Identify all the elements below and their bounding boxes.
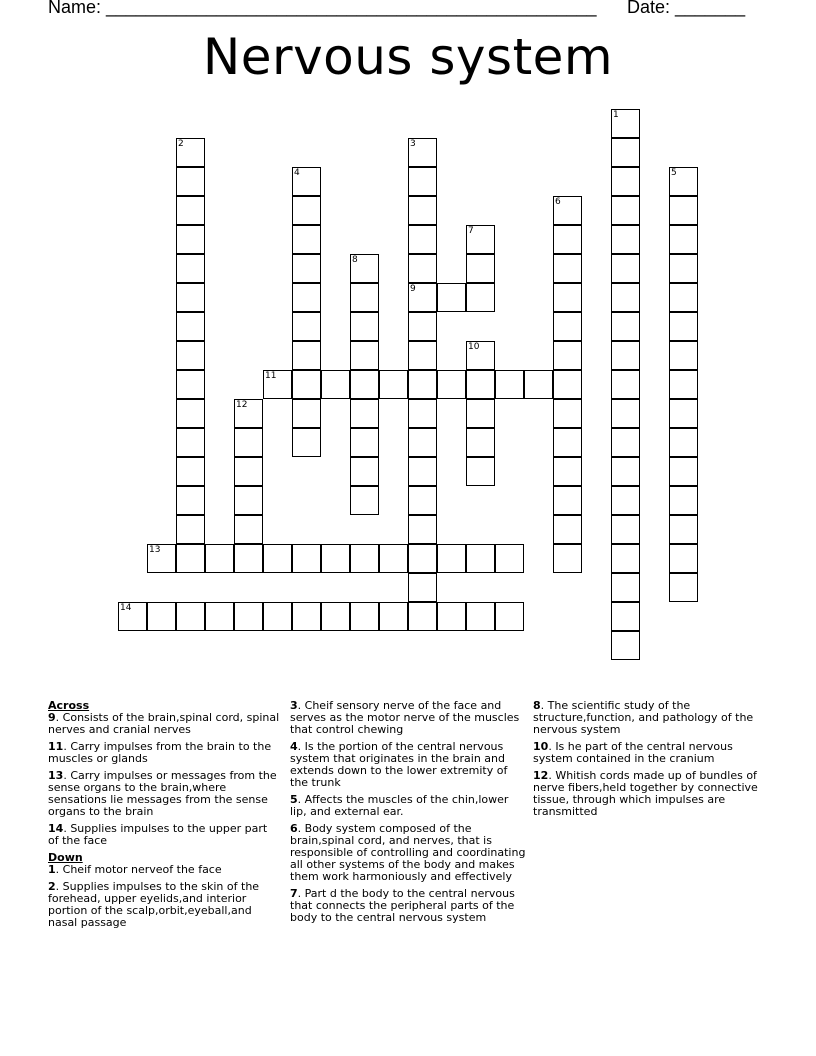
clue-text: Body system composed of the brain,spinal cord, and nerves, that is responsible of controlling and coordinating all other systems of the body and makes them work harmoniously and effectively	[290, 822, 526, 883]
clue-number-label: 11	[265, 371, 277, 381]
clue-text: Cheif motor nerveof the face	[62, 863, 222, 876]
grid-cell[interactable]	[234, 486, 263, 515]
grid-cell[interactable]	[669, 544, 698, 573]
grid-cell[interactable]	[176, 196, 205, 225]
grid-cell[interactable]	[669, 283, 698, 312]
grid-cell[interactable]	[466, 428, 495, 457]
grid-cell[interactable]	[611, 515, 640, 544]
clue-number: 11	[48, 740, 64, 753]
clue-down-10: 10. Is he part of the central nervous system contained in the cranium	[533, 740, 733, 765]
grid-cell[interactable]	[379, 370, 408, 399]
clue-down-5: 5. Affects the muscles of the chin,lower lip, and external ear.	[290, 793, 509, 818]
grid-cell[interactable]	[553, 515, 582, 544]
grid-cell[interactable]	[611, 254, 640, 283]
clue-down-2: 2. Supplies impulses to the skin of the forehead, upper eyelids,and interior portion of the scalp,orbit,eyeball,and nasal passage	[48, 880, 260, 929]
grid-cell[interactable]	[437, 283, 466, 312]
grid-cell[interactable]	[495, 544, 524, 573]
clue-text: Supplies impulses to the upper part of the face	[48, 822, 268, 847]
grid-cell[interactable]	[234, 515, 263, 544]
clue-across-11: 11. Carry impulses from the brain to the muscles or glands	[48, 740, 272, 765]
grid-cell[interactable]	[292, 544, 321, 573]
grid-cell[interactable]	[669, 312, 698, 341]
grid-cell[interactable]	[611, 486, 640, 515]
grid-cell[interactable]	[437, 544, 466, 573]
grid-cell[interactable]	[495, 370, 524, 399]
grid-cell[interactable]	[350, 544, 379, 573]
name-field-label: Name: _________________________________________________	[48, 0, 597, 17]
grid-cell[interactable]	[611, 631, 640, 660]
clue-text: Affects the muscles of the chin,lower lip, and external ear.	[290, 793, 509, 818]
across-heading: Across	[48, 699, 90, 712]
grid-cell[interactable]	[611, 225, 640, 254]
grid-cell[interactable]	[553, 196, 582, 225]
clue-down-1: 1. Cheif motor nerveof the face	[48, 863, 222, 876]
grid-cell[interactable]	[553, 254, 582, 283]
grid-cell[interactable]	[408, 138, 437, 167]
grid-cell[interactable]	[466, 457, 495, 486]
grid-cell[interactable]	[669, 196, 698, 225]
grid-cell[interactable]	[669, 573, 698, 602]
grid-cell[interactable]	[669, 428, 698, 457]
grid-cell[interactable]	[611, 283, 640, 312]
clue-down-4: 4. Is the portion of the central nervous system that originates in the brain and extends down to the lower extremity of the trunk	[290, 740, 508, 789]
clue-text: Carry impulses or messages from the sense organs to the brain,where sensations lie messages from the sense organs to the brain	[48, 769, 277, 818]
grid-cell[interactable]	[669, 370, 698, 399]
clue-number: 5	[290, 793, 298, 806]
clue-number: 6	[290, 822, 298, 835]
down-heading: Down	[48, 851, 83, 864]
grid-cell[interactable]	[350, 602, 379, 631]
grid-cell[interactable]	[205, 602, 234, 631]
grid-cell[interactable]	[408, 341, 437, 370]
clue-number-label: 8	[352, 255, 358, 265]
grid-cell[interactable]	[263, 544, 292, 573]
clue-text: Whitish cords made up of bundles of nerve fibers,held together by connective tissue, through which impulses are transmitted	[533, 769, 758, 818]
clue-number-label: 12	[236, 400, 248, 410]
grid-cell[interactable]	[466, 225, 495, 254]
grid-cell[interactable]	[553, 399, 582, 428]
grid-cell[interactable]	[408, 573, 437, 602]
grid-cell[interactable]	[176, 167, 205, 196]
clue-number-label: 5	[671, 168, 677, 178]
grid-cell[interactable]	[176, 312, 205, 341]
clue-down-12: 12. Whitish cords made up of bundles of nerve fibers,held together by connective tissue, through which impulses are transmitted	[533, 769, 758, 818]
grid-cell[interactable]	[176, 254, 205, 283]
grid-cell[interactable]	[176, 399, 205, 428]
clue-number: 2	[48, 880, 56, 893]
grid-cell[interactable]	[321, 602, 350, 631]
grid-cell[interactable]	[669, 457, 698, 486]
grid-cell[interactable]	[147, 602, 176, 631]
grid-cell[interactable]	[292, 167, 321, 196]
grid-cell[interactable]	[466, 254, 495, 283]
grid-cell[interactable]	[350, 283, 379, 312]
grid-cell[interactable]	[553, 486, 582, 515]
grid-cell[interactable]	[611, 457, 640, 486]
grid-cell[interactable]	[495, 602, 524, 631]
clue-number-label: 4	[294, 168, 300, 178]
grid-cell[interactable]	[292, 196, 321, 225]
grid-cell[interactable]	[408, 196, 437, 225]
grid-cell[interactable]	[553, 283, 582, 312]
clue-number-label: 6	[555, 197, 561, 207]
clue-across-13: 13. Carry impulses or messages from the sense organs to the brain,where sensations lie messages from the sense organs to the brain	[48, 769, 277, 818]
grid-cell[interactable]	[176, 370, 205, 399]
clues-column-3	[533, 700, 769, 823]
grid-cell[interactable]	[350, 254, 379, 283]
grid-cell[interactable]	[408, 457, 437, 486]
date-field-label: Date: _______	[627, 0, 746, 17]
grid-cell[interactable]	[408, 312, 437, 341]
clue-number-label: 7	[468, 226, 474, 236]
grid-cell[interactable]	[669, 399, 698, 428]
grid-cell[interactable]	[553, 544, 582, 573]
grid-cell[interactable]	[408, 515, 437, 544]
clue-text: Consists of the brain,spinal cord, spinal nerves and cranial nerves	[48, 711, 280, 736]
grid-cell[interactable]	[234, 428, 263, 457]
clue-number-label: 2	[178, 139, 184, 149]
grid-cell[interactable]	[350, 312, 379, 341]
clue-number: 1	[48, 863, 56, 876]
grid-cell[interactable]	[437, 370, 466, 399]
clue-number: 8	[533, 699, 541, 712]
clue-text: Cheif sensory nerve of the face and serves as the motor nerve of the muscles that control chewing	[290, 699, 520, 736]
grid-cell[interactable]	[292, 428, 321, 457]
grid-cell[interactable]	[466, 602, 495, 631]
grid-cell[interactable]	[379, 544, 408, 573]
grid-cell[interactable]	[408, 283, 437, 312]
grid-cell[interactable]	[292, 602, 321, 631]
grid-cell[interactable]	[176, 457, 205, 486]
clue-text: The scientific study of the structure,function, and pathology of the nervous system	[533, 699, 754, 736]
grid-cell[interactable]	[611, 341, 640, 370]
grid-cell[interactable]	[408, 428, 437, 457]
clue-text: Carry impulses from the brain to the muscles or glands	[48, 740, 272, 765]
grid-cell[interactable]	[408, 254, 437, 283]
grid-cell[interactable]	[176, 138, 205, 167]
grid-cell[interactable]	[292, 341, 321, 370]
grid-cell[interactable]	[350, 486, 379, 515]
grid-cell[interactable]	[466, 399, 495, 428]
grid-cell[interactable]	[669, 486, 698, 515]
clue-text: Supplies impulses to the skin of the forehead, upper eyelids,and interior portion of the scalp,orbit,eyeball,and nasal passage	[48, 880, 260, 929]
grid-cell[interactable]	[147, 544, 176, 573]
grid-cell[interactable]	[176, 544, 205, 573]
grid-cell[interactable]	[669, 225, 698, 254]
grid-cell[interactable]	[176, 515, 205, 544]
clue-number-label: 14	[120, 603, 132, 613]
grid-cell[interactable]	[176, 283, 205, 312]
clue-text: Is he part of the central nervous system contained in the cranium	[533, 740, 733, 765]
clue-text: Is the portion of the central nervous system that originates in the brain and extends down to the lower extremity of the trunk	[290, 740, 508, 789]
grid-cell[interactable]	[408, 370, 437, 399]
grid-cell[interactable]	[408, 486, 437, 515]
grid-cell[interactable]	[553, 312, 582, 341]
grid-cell[interactable]	[408, 602, 437, 631]
clue-down-7: 7. Part d the body to the central nervous that connects the peripheral parts of the body to the central nervous system	[290, 887, 515, 924]
clue-text: Part d the body to the central nervous that connects the peripheral parts of the body to the central nervous system	[290, 887, 515, 924]
grid-cell[interactable]	[553, 225, 582, 254]
grid-cell[interactable]	[350, 370, 379, 399]
grid-cell[interactable]	[118, 602, 147, 631]
grid-cell[interactable]	[205, 544, 234, 573]
grid-cell[interactable]	[466, 370, 495, 399]
clues-column-1	[48, 700, 280, 934]
grid-cell[interactable]	[611, 109, 640, 138]
clue-number: 12	[533, 769, 549, 782]
grid-cell[interactable]	[234, 544, 263, 573]
grid-cell[interactable]	[176, 602, 205, 631]
clue-number: 9	[48, 711, 56, 724]
grid-cell[interactable]	[321, 370, 350, 399]
grid-cell[interactable]	[321, 544, 350, 573]
grid-cell[interactable]	[611, 573, 640, 602]
grid-cell[interactable]	[611, 399, 640, 428]
grid-cell[interactable]	[669, 515, 698, 544]
grid-cell[interactable]	[437, 602, 466, 631]
grid-cell[interactable]	[176, 486, 205, 515]
puzzle-title: Nervous system	[202, 28, 614, 86]
clue-number: 10	[533, 740, 549, 753]
grid-cell[interactable]	[524, 370, 553, 399]
grid-cell[interactable]	[611, 196, 640, 225]
clue-across-9: 9. Consists of the brain,spinal cord, spinal nerves and cranial nerves	[48, 711, 280, 736]
grid-cell[interactable]	[553, 370, 582, 399]
grid-cell[interactable]	[408, 544, 437, 573]
grid-cell[interactable]	[669, 167, 698, 196]
grid-cell[interactable]	[379, 602, 408, 631]
grid-cell[interactable]	[669, 341, 698, 370]
grid-cell[interactable]	[234, 399, 263, 428]
grid-cell[interactable]	[350, 428, 379, 457]
clue-down-3: 3. Cheif sensory nerve of the face and serves as the motor nerve of the muscles that control chewing	[290, 699, 520, 736]
grid-cell[interactable]	[408, 399, 437, 428]
grid-cell[interactable]	[466, 283, 495, 312]
grid-cell[interactable]	[466, 544, 495, 573]
clue-number: 14	[48, 822, 64, 835]
grid-cell[interactable]	[553, 428, 582, 457]
grid-cell[interactable]	[350, 341, 379, 370]
grid-cell[interactable]	[553, 457, 582, 486]
grid-cell[interactable]	[176, 341, 205, 370]
grid-cell[interactable]	[611, 602, 640, 631]
clue-down-8: 8. The scientific study of the structure,function, and pathology of the nervous system	[533, 699, 754, 736]
grid-cell[interactable]	[553, 341, 582, 370]
grid-cell[interactable]	[611, 428, 640, 457]
grid-cell[interactable]	[611, 167, 640, 196]
grid-cell[interactable]	[176, 428, 205, 457]
grid-cell[interactable]	[350, 457, 379, 486]
grid-cell[interactable]	[263, 602, 292, 631]
grid-cell[interactable]	[292, 254, 321, 283]
clue-down-6: 6. Body system composed of the brain,spinal cord, and nerves, that is responsible of controlling and coordinating all other systems of the body and makes them work harmoniously and effectively	[290, 822, 526, 883]
grid-cell[interactable]	[292, 399, 321, 428]
grid-cell[interactable]	[611, 544, 640, 573]
grid-cell[interactable]	[234, 457, 263, 486]
grid-cell[interactable]	[408, 225, 437, 254]
clue-number-label: 13	[149, 545, 161, 555]
clue-number-label: 9	[410, 284, 416, 294]
clue-number: 7	[290, 887, 298, 900]
clue-number: 3	[290, 699, 298, 712]
grid-cell[interactable]	[350, 399, 379, 428]
clue-number-label: 3	[410, 139, 416, 149]
grid-cell[interactable]	[611, 138, 640, 167]
grid-cell[interactable]	[263, 370, 292, 399]
grid-cell[interactable]	[611, 312, 640, 341]
grid-cell[interactable]	[611, 370, 640, 399]
grid-cell[interactable]	[234, 602, 263, 631]
grid-cell[interactable]	[292, 225, 321, 254]
grid-cell[interactable]	[292, 370, 321, 399]
clue-number-label: 10	[468, 342, 480, 352]
clues-column-2	[290, 700, 526, 929]
grid-cell[interactable]	[292, 283, 321, 312]
clue-across-14: 14. Supplies impulses to the upper part of the face	[48, 822, 268, 847]
grid-cell[interactable]	[669, 254, 698, 283]
clue-number: 4	[290, 740, 298, 753]
grid-cell[interactable]	[466, 341, 495, 370]
clue-number-label: 1	[613, 110, 619, 120]
grid-cell[interactable]	[408, 167, 437, 196]
clue-number: 13	[48, 769, 64, 782]
grid-cell[interactable]	[176, 225, 205, 254]
grid-cell[interactable]	[292, 312, 321, 341]
